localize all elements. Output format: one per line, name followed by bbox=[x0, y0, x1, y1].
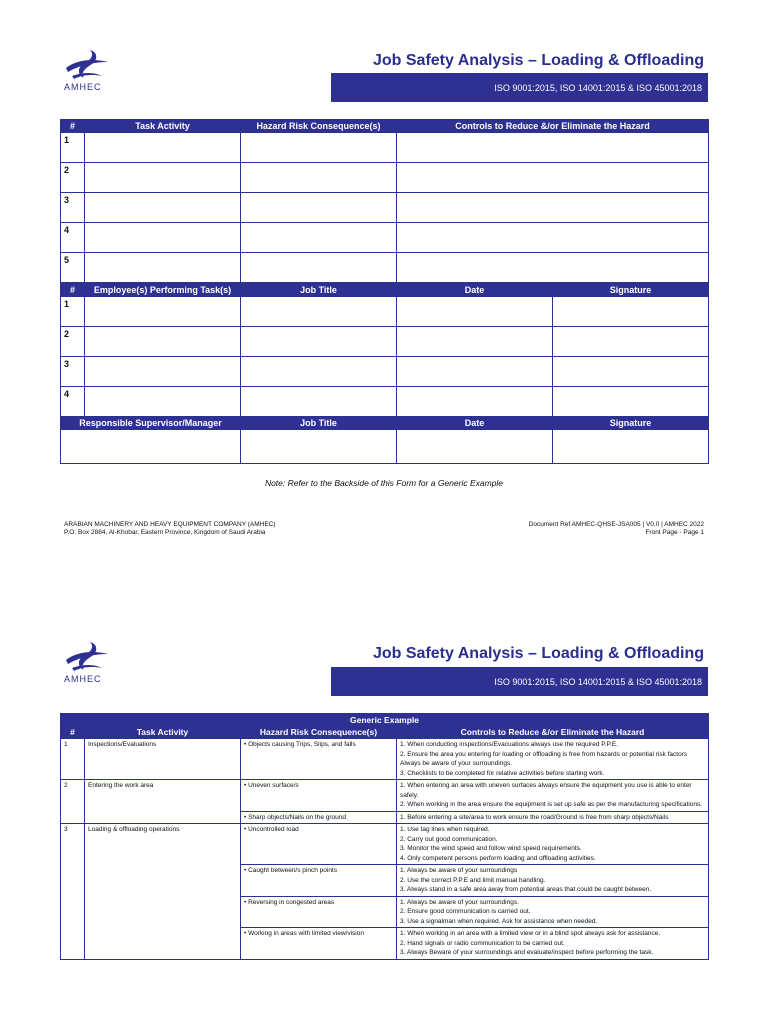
task-activity-field[interactable] bbox=[85, 223, 241, 253]
footer-docref bbox=[529, 521, 704, 537]
header-hazard: Hazard Risk Consequence(s) bbox=[241, 120, 397, 133]
control-item: 2. Use the correct P.P.E and limit manual handling. bbox=[400, 876, 546, 884]
job-title-field[interactable] bbox=[241, 297, 397, 327]
control-item: 1. When entering an area with uneven surfaces always ensure the equipment you use is able to enter safely. bbox=[400, 782, 692, 799]
task-activity-field[interactable] bbox=[85, 253, 241, 283]
hazard-field[interactable] bbox=[241, 163, 397, 193]
header-date: Date bbox=[397, 284, 553, 297]
control-item: 2. Ensure the area you entering for loading or offloading is free from hazards or potential risk factors Always be aware of your surroundings. bbox=[400, 750, 688, 767]
hazard-text: • Uncontrolled load bbox=[244, 826, 299, 833]
company-name: ARABIAN MACHINERY AND HEAVY EQUIPMENT COMPANY (AMHEC) bbox=[64, 521, 276, 528]
row-number: 2 bbox=[61, 327, 85, 357]
iso-banner bbox=[331, 667, 708, 696]
header-supervisor: Responsible Supervisor/Manager bbox=[61, 417, 241, 430]
table-row bbox=[61, 387, 709, 417]
header-task-activity: Task Activity bbox=[85, 120, 241, 133]
table-row bbox=[61, 223, 709, 253]
header-signature: Signature bbox=[553, 284, 709, 297]
document-ref: Document Ref AMHEC-QHSE-JSA005 | V0.0 | AMHEC 2022 bbox=[528, 521, 704, 528]
control-item: 3. Use a signalman when required. Ask for assistance when needed. bbox=[400, 917, 598, 925]
job-title-field[interactable] bbox=[241, 327, 397, 357]
amhec-logo bbox=[62, 640, 112, 686]
table-row bbox=[61, 780, 709, 812]
hazard-text: • Caught between/s pinch points bbox=[244, 867, 337, 874]
hazard-cell bbox=[241, 865, 397, 897]
task-activity-cell: Loading & offloading operations bbox=[85, 824, 241, 960]
control-item: 1. When working in an area with a limited view or in a blind spot always ask for assistance. bbox=[400, 930, 661, 937]
controls-cell bbox=[397, 865, 709, 897]
amhec-logo bbox=[62, 48, 112, 94]
row-number: 2 bbox=[61, 780, 85, 824]
row-number: 1 bbox=[61, 133, 85, 163]
hazard-field[interactable] bbox=[241, 253, 397, 283]
task-activity-field[interactable] bbox=[85, 133, 241, 163]
controls-cell bbox=[397, 780, 709, 812]
date-field[interactable] bbox=[397, 430, 553, 464]
hazard-text: • Sharp objects/Nails on the ground bbox=[244, 814, 346, 821]
hazard-field[interactable] bbox=[241, 133, 397, 163]
row-number: 4 bbox=[61, 387, 85, 417]
signature-field[interactable] bbox=[553, 357, 709, 387]
controls-cell bbox=[397, 811, 709, 824]
controls-cell bbox=[397, 824, 709, 865]
hazard-cell bbox=[241, 780, 397, 812]
control-item: 2. Carry out good communication. bbox=[400, 835, 498, 843]
hazard-cell bbox=[241, 928, 397, 960]
hazard-cell bbox=[241, 896, 397, 928]
signature-field[interactable] bbox=[553, 327, 709, 357]
hazard-text: • Uneven surface/s bbox=[244, 782, 299, 789]
job-title-field[interactable] bbox=[241, 387, 397, 417]
date-field[interactable] bbox=[397, 357, 553, 387]
employee-name-field[interactable] bbox=[85, 327, 241, 357]
signature-field[interactable] bbox=[553, 430, 709, 464]
date-field[interactable] bbox=[397, 327, 553, 357]
logo-text: AMHEC bbox=[64, 674, 102, 684]
header-controls: Controls to Reduce &/or Eliminate the Hazard bbox=[397, 120, 709, 133]
table-row bbox=[61, 824, 709, 865]
footer-company bbox=[64, 521, 276, 537]
table-row bbox=[61, 193, 709, 223]
hazard-field[interactable] bbox=[241, 193, 397, 223]
generic-example-title: Generic Example bbox=[61, 714, 709, 726]
control-item: 4. Only competent persons perform loading and offloading activities. bbox=[400, 854, 596, 862]
task-activity-cell: Inspections/Evaluations bbox=[85, 739, 241, 780]
row-number: 1 bbox=[61, 297, 85, 327]
job-title-field[interactable] bbox=[241, 430, 397, 464]
controls-field[interactable] bbox=[397, 253, 709, 283]
hazard-cell bbox=[241, 739, 397, 780]
amhec-logo-icon bbox=[62, 48, 112, 82]
row-number: 3 bbox=[61, 824, 85, 960]
employee-name-field[interactable] bbox=[85, 297, 241, 327]
control-item: 1. Before entering a site/area to work ensure the road/Ground is free from sharp objects/Nails bbox=[400, 813, 669, 821]
iso-text: ISO 9001:2015, ISO 14001:2015 & ISO 45001:2018 bbox=[494, 82, 702, 93]
row-number: 5 bbox=[61, 253, 85, 283]
table-row bbox=[61, 327, 709, 357]
task-activity-field[interactable] bbox=[85, 193, 241, 223]
page-title: Job Safety Analysis – Loading & Offloading bbox=[372, 645, 704, 662]
hazard-text: • Reversing in congested areas bbox=[244, 899, 334, 906]
logo-text: AMHEC bbox=[64, 82, 102, 92]
control-item: 3. Always stand in a safe area away from potential areas that could be caught between. bbox=[400, 886, 652, 893]
employee-name-field[interactable] bbox=[85, 357, 241, 387]
row-number: 3 bbox=[61, 193, 85, 223]
form-back-page bbox=[0, 632, 768, 1024]
header-employee: Employee(s) Performing Task(s) bbox=[85, 284, 241, 297]
controls-cell bbox=[397, 928, 709, 960]
header-number: # bbox=[61, 726, 85, 739]
example-rows bbox=[61, 739, 709, 960]
row-number: 4 bbox=[61, 223, 85, 253]
control-item: 1. Always be aware of your surroundings. bbox=[400, 898, 519, 906]
row-number: 1 bbox=[61, 739, 85, 780]
iso-text: ISO 9001:2015, ISO 14001:2015 & ISO 45001:2018 bbox=[494, 676, 702, 687]
employee-name-field[interactable] bbox=[85, 387, 241, 417]
row-number: 3 bbox=[61, 357, 85, 387]
header-task-activity: Task Activity bbox=[85, 726, 241, 739]
controls-field[interactable] bbox=[397, 223, 709, 253]
header-number: # bbox=[61, 120, 85, 133]
header-hazard: Hazard Risk Consequence(s) bbox=[241, 726, 397, 739]
hazard-field[interactable] bbox=[241, 223, 397, 253]
row-number: 2 bbox=[61, 163, 85, 193]
control-item: 3. Checklists to be completed for relative activities before starting work. bbox=[400, 769, 605, 777]
control-item: 1. Use tag lines when required. bbox=[400, 826, 490, 833]
controls-cell bbox=[397, 896, 709, 928]
table-row bbox=[61, 357, 709, 387]
supervisor-name-field[interactable] bbox=[61, 430, 241, 464]
header-signature: Signature bbox=[553, 417, 709, 430]
generic-example-table bbox=[60, 713, 709, 960]
date-field[interactable] bbox=[397, 387, 553, 417]
controls-field[interactable] bbox=[397, 193, 709, 223]
table-row bbox=[61, 133, 709, 163]
controls-cell bbox=[397, 739, 709, 780]
task-activity-field[interactable] bbox=[85, 163, 241, 193]
date-field[interactable] bbox=[397, 297, 553, 327]
company-address: P.O. Box 2884, Al-Khobar, Eastern Province, Kingdom of Saudi Arabia bbox=[64, 529, 266, 536]
supervisor-table bbox=[60, 416, 709, 464]
job-title-field[interactable] bbox=[241, 357, 397, 387]
table-row bbox=[61, 163, 709, 193]
control-item: 2. When working in the area ensure the equipment is set up safe as per the manufacturing specifications. bbox=[400, 801, 703, 808]
task-table bbox=[60, 119, 709, 283]
header-job-title: Job Title bbox=[241, 417, 397, 430]
table-row bbox=[61, 430, 709, 464]
table-row bbox=[61, 739, 709, 780]
hazard-text: • Working in areas with limited view/vision bbox=[244, 930, 364, 937]
control-item: 3. Always Beware of your surroundings and evaluate/inspect before performing the task. bbox=[400, 949, 654, 956]
control-item: 3. Monitor the wind speed and follow wind speed requirements. bbox=[400, 845, 582, 852]
controls-field[interactable] bbox=[397, 133, 709, 163]
task-activity-cell: Entering the work area bbox=[85, 780, 241, 824]
hazard-cell bbox=[241, 811, 397, 824]
control-item: 2. Ensure good communication is carried out. bbox=[400, 908, 531, 915]
page-number: Front Page - Page 1 bbox=[645, 529, 704, 536]
signature-field[interactable] bbox=[553, 297, 709, 327]
iso-banner bbox=[331, 73, 708, 102]
control-item: 1. Always be aware of your surroundings bbox=[400, 867, 518, 874]
header-date: Date bbox=[397, 417, 553, 430]
employee-table bbox=[60, 283, 709, 417]
table-row bbox=[61, 297, 709, 327]
amhec-logo-icon bbox=[62, 640, 112, 674]
hazard-cell bbox=[241, 824, 397, 865]
header-number: # bbox=[61, 284, 85, 297]
control-item: 1. When conducting inspections/Evacuations always use the required P.P.E. bbox=[400, 741, 619, 748]
backside-note: Note: Refer to the Backside of this Form for a Generic Example bbox=[264, 478, 504, 488]
signature-field[interactable] bbox=[553, 387, 709, 417]
header-job-title: Job Title bbox=[241, 284, 397, 297]
table-row bbox=[61, 253, 709, 283]
control-item: 2. Hand signals or radio communication to be carried out. bbox=[400, 939, 565, 947]
page-title: Job Safety Analysis – Loading & Offloading bbox=[372, 52, 704, 69]
controls-field[interactable] bbox=[397, 163, 709, 193]
hazard-text: • Objects causing Trips, Slips, and falls bbox=[244, 741, 356, 748]
header-controls: Controls to Reduce &/or Eliminate the Hazard bbox=[397, 726, 709, 739]
